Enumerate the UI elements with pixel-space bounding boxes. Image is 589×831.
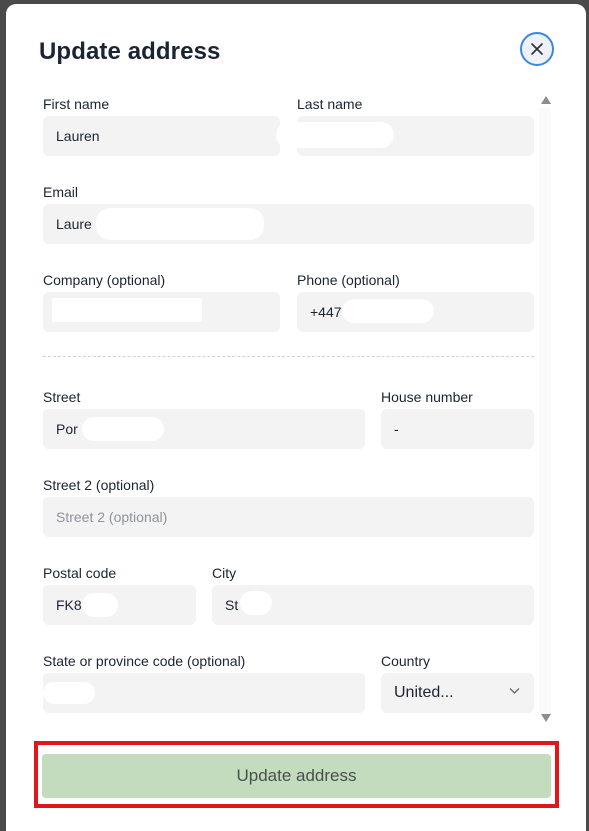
last-name-label: Last name	[297, 96, 363, 112]
first-name-field[interactable]	[43, 116, 280, 156]
phone-label: Phone (optional)	[297, 272, 400, 288]
email-label: Email	[43, 184, 79, 200]
street2-field[interactable]	[43, 497, 534, 537]
country-select[interactable]	[381, 673, 534, 713]
postal-code-value: FK8	[56, 597, 82, 613]
section-divider	[43, 356, 534, 357]
phone-value: +447	[310, 304, 342, 320]
scroll-down-arrow[interactable]	[540, 713, 552, 723]
house-number-label: House number	[381, 389, 473, 405]
city-value: St	[225, 597, 239, 613]
company-label: Company (optional)	[43, 272, 166, 288]
redaction-mask	[52, 298, 202, 322]
update-address-button[interactable]: Update address	[42, 754, 551, 798]
redaction-mask	[82, 593, 118, 617]
house-number-field[interactable]	[381, 409, 534, 449]
email-value: Laure	[56, 216, 92, 232]
close-button[interactable]	[520, 32, 554, 66]
postal-code-field[interactable]	[43, 585, 196, 625]
scroll-up-arrow[interactable]	[540, 95, 552, 105]
scrollbar-track[interactable]	[539, 108, 551, 712]
country-value: United...	[394, 684, 454, 701]
address-form	[6, 88, 536, 728]
first-name-label: First name	[43, 96, 110, 112]
update-address-dialog	[6, 4, 586, 831]
first-name-value: Lauren	[56, 128, 100, 144]
city-label: City	[212, 565, 237, 581]
dialog-title: Update address	[39, 38, 221, 65]
close-icon	[530, 42, 544, 56]
house-number-value: -	[394, 421, 399, 437]
postal-code-label: Postal code	[43, 565, 117, 581]
state-label: State or province code (optional)	[43, 653, 246, 669]
redaction-mask	[43, 682, 95, 704]
redaction-mask	[240, 591, 272, 615]
redaction-mask	[276, 122, 394, 148]
redaction-mask	[96, 208, 264, 240]
street-value: Por	[56, 421, 78, 437]
redaction-mask	[342, 299, 434, 323]
street-label: Street	[43, 389, 81, 405]
redaction-mask	[82, 417, 164, 441]
street2-placeholder: Street 2 (optional)	[56, 509, 168, 525]
chevron-down-icon	[509, 687, 520, 695]
country-label: Country	[381, 653, 431, 669]
street2-label: Street 2 (optional)	[43, 477, 155, 493]
